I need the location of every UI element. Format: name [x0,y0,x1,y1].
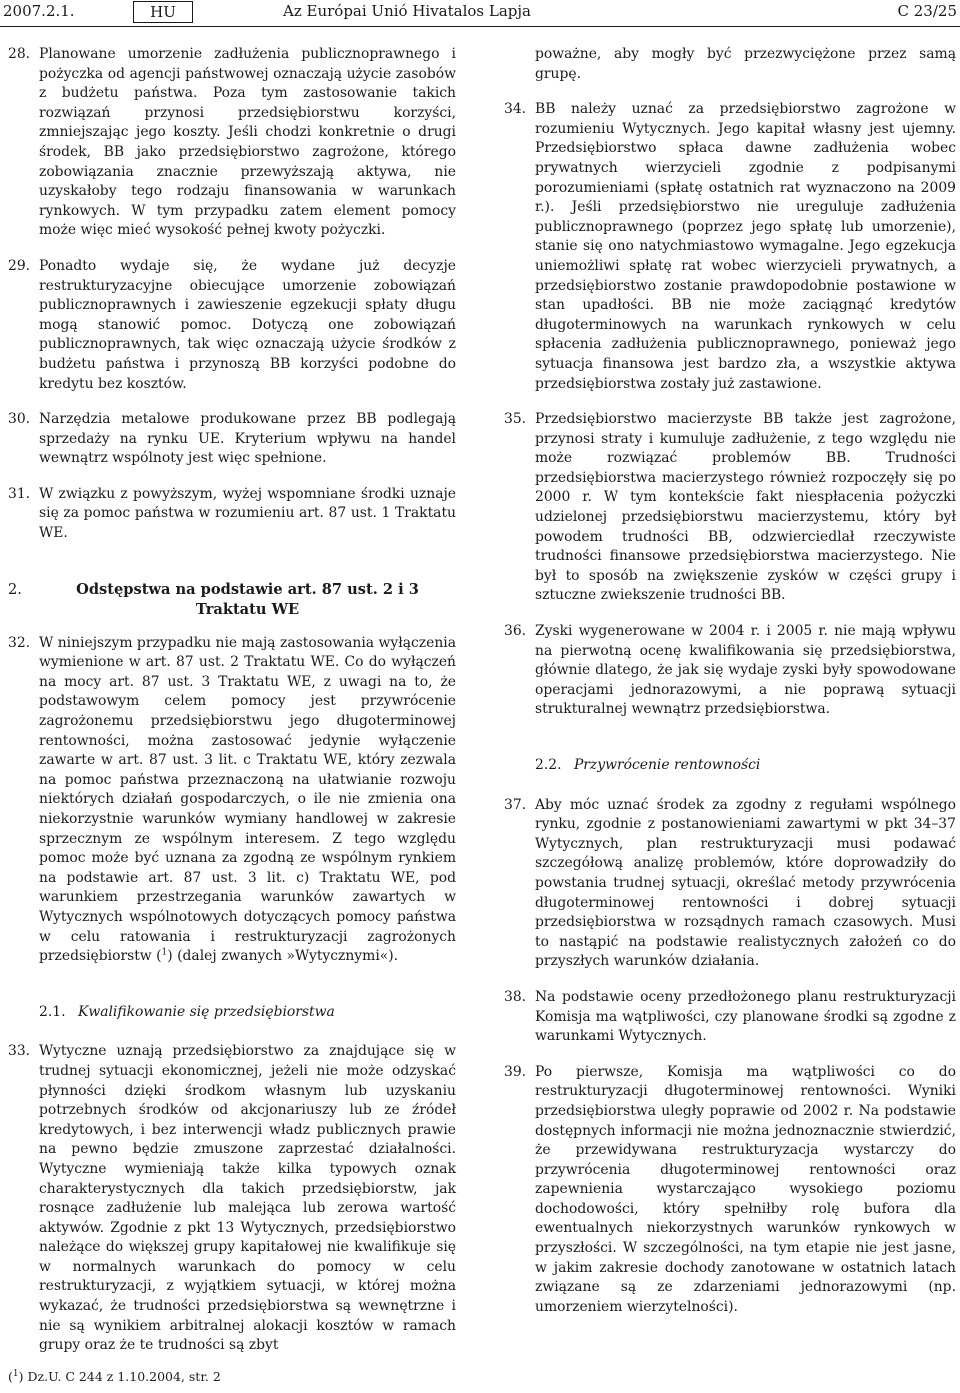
paragraph-30 [8,410,456,469]
paragraph-number: 34. [504,101,527,118]
paragraph-text: Narzędzia metalowe produkowane przez BB podlegają sprzedaży na rynku UE. Kryterium wpływu na handel wewnątrz wspólnoty jest więc spełnione. [39,411,456,467]
subsection-title: Kwalifikowanie się przedsiębiorstwa [77,1003,335,1020]
paragraph-number: 37. [504,796,527,813]
paragraph-number: 38. [504,988,527,1005]
paragraph-37 [504,796,956,972]
paragraph-text [39,634,456,967]
paragraph-33 [8,1042,456,1356]
paragraph-number: 33. [8,1043,31,1060]
paragraph-number: 39. [504,1063,527,1080]
paragraph-text: Ponadto wydaje się, że wydane już decyzje restrukturyzacyjne obiecujące umorzenie zobowiązań publicznoprawnych i zawieszenie egzekucji spłaty długu mogą stanowić pomoc. Dotyczą one zobowiązań publicznoprawnych, tak więc oznaczają użycie środków z budżetu państwa i przynoszą BB korzyści podobne do kredytu bez kosztów. [39,257,456,392]
footnote-reference[interactable]: 1 [161,947,168,958]
page-number: C 23/25 [897,2,957,20]
right-column [504,45,956,1333]
paragraph-text: Planowane umorzenie zadłużenia publicznoprawnego i pożyczka od agencji państwowej oznaczają użycie zasobów z budżetu państwa. Poza tym zastosowanie takich rozwiązań przynosi przedsiębiorstwu korzyści, zmniejszając jego koszty. Jeśli chodzi konkretnie o drugi środek, BB jako przedsiębiorstwo zagrożone, którego zobowiązania znacznie przewyższają aktywa, nie uzyskałoby tego rodzaju finansowania w warunkach rynkowych. W tym przypadku zatem element pomocy może więc mieć wysokość pełnej kwoty pożyczki. [39,46,456,239]
paragraph-32 [8,634,456,967]
paragraph-number: 31. [8,485,31,502]
paragraph-text: Po pierwsze, Komisja ma wątpliwości co do restrukturyzacji długoterminowej rentowności. Wyniki przedsiębiorstwa uległy poprawie od 2002 r. Na podstawie dostępnych informacji nie można jednoznacznie stwierdzić, że przewidywana restrukturyzacja wystarczy do przywrócenia długoterminowej rentowności oraz zapewnienia wystarczająco wysokiego poziomu dochodowości, który spełniłby rolę bufora dla ewentualnych niekorzystnych warunków rynkowych w przyszłości. W szczególności, na tym etapie nie jest jasne, w jakim zakresie dochody zanotowane w ostatnich latach związane są ze zdarzeniami jednorazowymi (np. umorzeniem wierzytelności). [535,1063,956,1315]
section-title: Odstępstwa na podstawie art. 87 ust. 2 i 3 Traktatu WE [76,580,419,618]
paragraph-38 [504,988,956,1047]
footnote-text: Dz.U. C 244 z 1.10.2004, str. 2 [27,1369,221,1384]
paragraph-number: 28. [8,46,31,62]
header-date: 2007.2.1. [3,2,75,20]
subsection-heading-2-1 [8,1003,456,1023]
paragraph-number: 32. [8,634,31,651]
journal-title: Az Európai Unió Hivatalos Lapja [283,2,531,20]
paragraph-39 [504,1063,956,1318]
paragraph-34 [504,100,956,394]
paragraph-28 [8,45,456,241]
paragraph-text: W związku z powyższym, wyżej wspomniane środki uznaje się za pomoc państwa w rozumieniu art. 87 ust. 1 Traktatu WE. [39,485,456,542]
paragraph-29 [8,257,456,394]
paragraph-text: BB należy uznać za przedsiębiorstwo zagrożone w rozumieniu Wytycznych. Jego kapitał własny jest ujemny. Przedsiębiorstwo spłaca dawne zadłużenia wobec prywatnych wierzycieli zgodnie z podpisanymi porozumieniami (spłatę ostatnich rat wyznaczono na 2009 r.). Jeśli przedsiębiorstwo nie ureguluje zadłużenia publicznoprawnego (poprzez jego spłatę lub umorzenie), stanie się ono natychmiastowo wymagalne. Jego egzekucja uniemożliwi spłatę rat wobec wierzycieli prywatnych, a przedsiębiorstwo zostanie prawdopodobnie postawione w stan upadłości. BB nie może zaciągnąć kredytów długoterminowych na warunkach rynkowych w celu spłacenia zadłużenia publicznoprawnego, ponieważ jego sytuacja finansowa jest bardzo zła, a wszystkie aktywa przedsiębiorstwa zostały już zastawione. [535,101,956,392]
paragraph-text: Wytyczne uznają przedsiębiorstwo za znajdujące się w trudnej sytuacji ekonomicznej, jeżeli nie może odzyskać płynności dzięki środkom własnym lub uzyskaniu potrzebnych środków od akcjonariuszy lub ze źródeł kredytowych, i bez interwencji władz publicznych prawie na pewno będzie zmuszone zaprzestać działalności. Wytyczne wymieniają także kilka typowych oznak charakterystycznych dla takich przedsiębiorstw, jak rosnące zadłużenie lub malejąca lub zerowa wartość aktywów. Zgodnie z pkt 13 Wytycznych, przedsiębiorstwo należące do większej grupy kapitałowej nie kwalifikuje się w normalnych warunkach do pomocy w celu restrukturyzacji, z wyjątkiem sytuacji, w której można wykazać, że trudności przedsiębiorstwa są wewnętrzne i nie są wynikiem arbitralnej alokacji kosztów w ramach grupy oraz że te trudności są zbyt [39,1043,456,1354]
paragraph-text: Zyski wygenerowane w 2004 r. i 2005 r. nie mają wpływu na pierwotną ocenę kwalifikowania się przedsiębiorstwa, głównie dlatego, że jak się wydaje zyski były spowodowane operacjami jednorazowymi, a nie poprawą sytuacji strukturalnej wewnątrz przedsiębiorstwa. [535,623,956,718]
paragraph-number: 36. [504,623,527,640]
paragraph-31 [8,485,456,544]
left-column [8,45,456,1372]
paragraph-text: Przedsiębiorstwo macierzyste BB także jest zagrożone, przynosi straty i kumuluje zadłużenie, z tego względu nie może rozwiązać problemów BB. Trudności przedsiębiorstwa macierzystego również rozpoczęły się po 2000 r. W tym kontekście fakt niespłacenia pożyczki udzielonej przedsiębiorstwu macierzystemu, który był powodem trudności BB, odzwierciedlał rzeczywiste trudności finansowe przedsiębiorstwa macierzystego. Nie był to sposób na zwiększenie zysków w części grupy i sztuczne zwiekszenie trudności BB. [535,411,956,604]
header-rule [0,26,960,27]
page-header [0,0,960,26]
subsection-number: 2.2. [535,757,562,773]
footnote: ($^1$) Dz.U. C 244 z 1.10.2004, str. 2 [8,1368,221,1384]
paragraph-36 [504,622,956,720]
section-heading-2 [8,580,456,620]
paragraph-number: 30. [8,411,31,428]
paragraph-text: Aby móc uznać środek za zgodny z regułami wspólnego rynku, zgodnie z postanowieniami zawartymi w pkt 34–37 Wytycznych, plan restrukturyzacji musi podawać szczegółową analizę problemów, które doprowadziły do powstania trudnej sytuacji, określać metody przywrócenia długoterminowej rentowności i dobrej sytuacji przedsiębiorstwa w rozsądnych ramach czasowych. Musi to nastąpić na podstawie realistycznych założeń co do przyszłych warunków działania. [535,796,956,970]
subsection-heading-2-2 [504,756,956,776]
section-number: 2. [8,580,22,598]
paragraph-text-tail: ) (dalej zwanych »Wytycznymi«). [167,948,399,965]
subsection-number: 2.1. [39,1003,66,1020]
paragraph-number: 35. [504,411,527,428]
paragraph-number: 29. [8,257,31,274]
paragraph-35 [504,410,956,606]
footnote-mark: 1 [12,1368,19,1379]
subsection-title: Przywrócenie rentowności [573,757,761,773]
paragraph-text-main: W niniejszym przypadku nie mają zastosowania wyłączenia wymienione w art. 87 ust. 2 Traktatu WE. Co do wyłączeń na mocy art. 87 ust. 3 Traktatu WE, z uwagi na to, że podstawowym celem pomocy jest przywrócenie zagrożonemu przedsiębiorstwu jego długoterminowej rentowności, można zastosować jedynie wyłączenie zawarte w art. 87 ust. 3 lit. c Traktatu WE, który zezwala na pomoc państwa przeznaczoną na ułatwianie rozwoju niektórych działań gospodarczych, o ile nie zmienia ona niekorzystnie warunków wymiany handlowej w zakresie sprzecznym ze wspólnym interesem. Z tego względu pomoc może być uznana za zgodną ze wspólnym rynkiem na podstawie art. 87 ust. 3 lit. c) Traktatu WE, pod warunkiem przestrzegania warunków zawartych w Wytycznych wspólnotowych dotyczących pomocy państwa w celu ratowania i restrukturyzacji zagrożonych przedsiębiorstw ( [39,634,456,965]
paragraph-text: Na podstawie oceny przedłożonego planu restrukturyzacji Komisja ma wątpliwości, czy planowane środki są zgodne z warunkami Wytycznych. [535,988,956,1045]
paragraph-33-continuation: poważne, aby mogły być przezwyciężone przez samą grupę. [535,46,956,82]
language-code-box: HU [133,1,193,23]
